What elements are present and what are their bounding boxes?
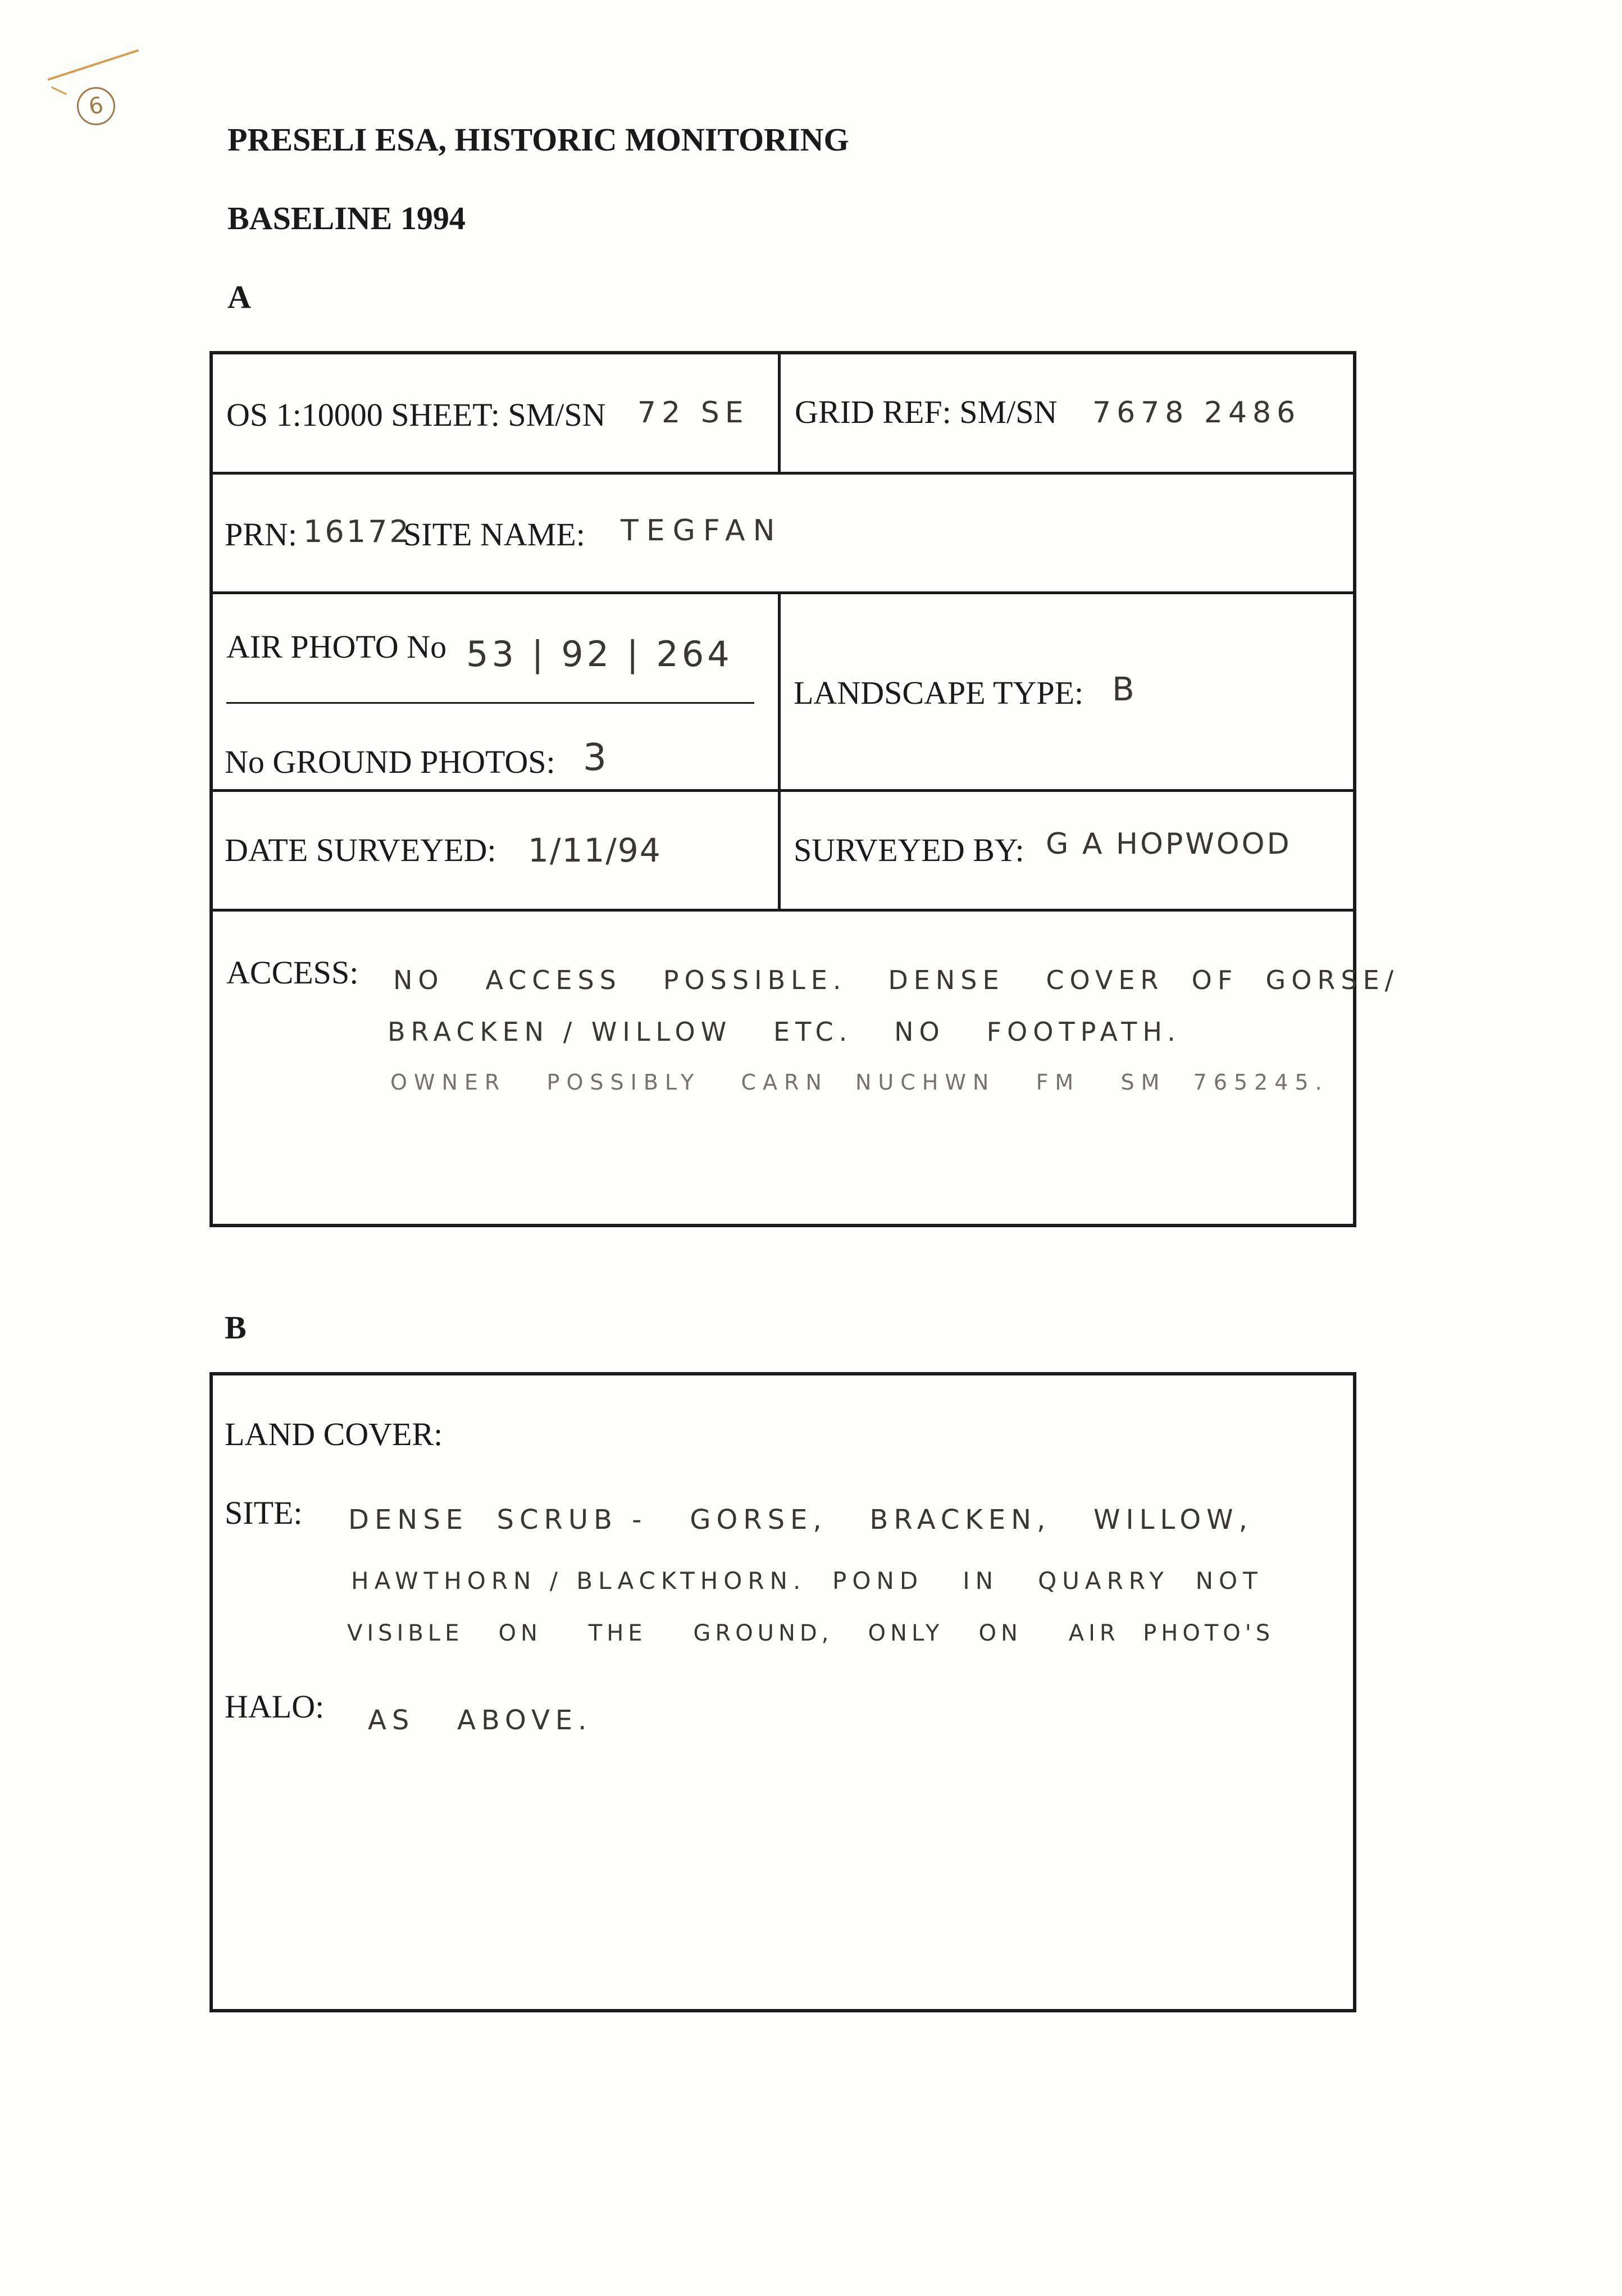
site-line-3: VISIBLE ON THE GROUND, ONLY ON AIR PHOTO'S (347, 1620, 1275, 1646)
access-line-3: OWNER POSSIBLY CARN NUCHWN FM SM 765245. (390, 1070, 1329, 1095)
os-sheet-label: OS 1:10000 SHEET: SM/SN (226, 397, 606, 433)
section-a-letter: A (227, 279, 251, 315)
column-divider (778, 351, 781, 473)
landscape-type-label: LANDSCAPE TYPE: (794, 675, 1084, 711)
page-number: 6 (74, 84, 119, 129)
page-title: PRESELI ESA, HISTORIC MONITORING (227, 121, 849, 158)
halo-label: HALO: (225, 1688, 325, 1725)
column-divider (778, 591, 781, 910)
divider (209, 472, 1356, 475)
date-surveyed-label: DATE SURVEYED: (225, 832, 496, 868)
ground-photos-value: 3 (583, 736, 612, 779)
land-cover-label: LAND COVER: (225, 1416, 443, 1452)
air-photo-label: AIR PHOTO No (226, 628, 447, 665)
grid-ref-label: GRID REF: SM/SN (795, 394, 1058, 430)
site-label: SITE: (225, 1495, 303, 1531)
os-sheet-value: 72 SE (637, 396, 749, 430)
access-line-2: BRACKEN / WILLOW ETC. NO FOOTPATH. (388, 1017, 1181, 1047)
access-label: ACCESS: (226, 954, 359, 991)
section-b-letter: B (225, 1309, 247, 1346)
prn-value: 16172 (303, 514, 411, 549)
site-line-1: DENSE SCRUB - GORSE, BRACKEN, WILLOW, (348, 1504, 1253, 1536)
divider (209, 789, 1356, 792)
site-name-value: TEGFAN (621, 514, 783, 548)
pen-mark (47, 49, 139, 81)
page-subtitle: BASELINE 1994 (227, 200, 466, 236)
access-line-1: NO ACCESS POSSIBLE. DENSE COVER OF GORSE/ (393, 965, 1400, 995)
surveyed-by-value: G A HOPWOOD (1046, 827, 1292, 861)
date-surveyed-value: 1/11/94 (528, 831, 662, 869)
grid-ref-value: 7678 2486 (1092, 396, 1301, 430)
pen-mark-tail (51, 86, 67, 95)
air-photo-value: 53 | 92 | 264 (466, 634, 733, 675)
prn-label: PRN: (225, 516, 297, 553)
divider (209, 909, 1356, 912)
site-name-label: SITE NAME: (403, 516, 585, 553)
surveyed-by-label: SURVEYED BY: (794, 832, 1024, 868)
section-b-form (209, 1372, 1356, 2012)
landscape-type-value: B (1112, 670, 1140, 708)
halo-value: AS ABOVE. (368, 1705, 593, 1736)
ground-photos-label: No GROUND PHOTOS: (225, 744, 555, 780)
site-line-2: HAWTHORN / BLACKTHORN. POND IN QUARRY NOT (351, 1567, 1263, 1595)
divider (209, 591, 1356, 594)
underline (226, 702, 754, 704)
